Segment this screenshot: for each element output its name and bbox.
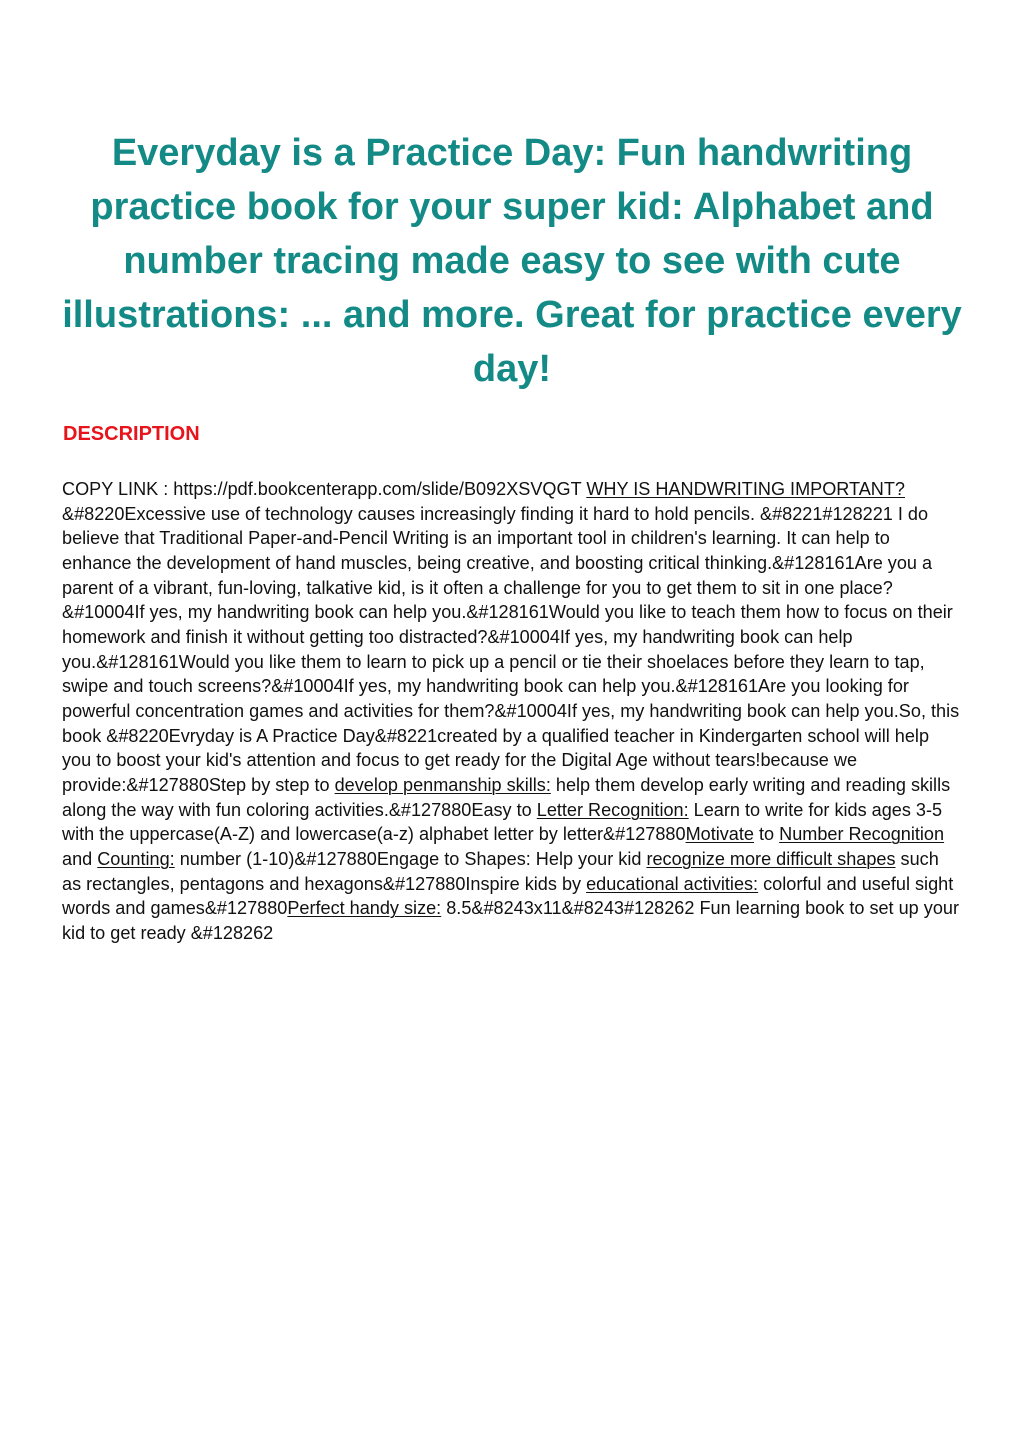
description-segment: number (1-10)&#127880Engage to Shapes: Help your kid xyxy=(174,848,647,869)
link-number-recognition[interactable]: Number Recognition xyxy=(779,824,945,845)
description-segment: help them develop early writing and reading skills along the way with fun coloring activities.&#127880Easy to xyxy=(62,774,951,820)
description-heading: DESCRIPTION xyxy=(63,423,200,445)
link-letter-recognition[interactable]: Letter Recognition: xyxy=(536,799,689,820)
description-segment: and xyxy=(62,848,98,869)
link-motivate[interactable]: Motivate xyxy=(685,824,754,845)
link-recognize-shapes[interactable]: recognize more difficult shapes xyxy=(646,848,896,869)
description-segment: colorful and useful sight words and games&#127880 xyxy=(62,873,954,919)
description-text xyxy=(62,477,962,945)
description-segment: Learn to write for kids ages 3-5 with the uppercase(A-Z) and lowercase(a-z) alphabet letter by letter&#127880 xyxy=(62,799,943,845)
description-segment: to xyxy=(753,824,780,845)
link-develop-penmanship[interactable]: develop penmanship skills: xyxy=(334,774,551,795)
link-why-handwriting[interactable]: WHY IS HANDWRITING IMPORTANT? xyxy=(586,479,905,499)
description-segment: 8.5&#8243x11&#8243#128262 Fun learning book to set up your kid to get ready &#128262 xyxy=(62,898,959,943)
description-segment: COPY LINK : https://pdf.bookcenterapp.com/slide/B092XSVQGT xyxy=(62,479,587,499)
description-segment: such as rectangles, pentagons and hexagons&#127880Inspire kids by xyxy=(62,848,939,894)
description-segment: &#8220Excessive use of technology causes increasingly finding it hard to hold pencils. &#8221#128221 I do believe that Traditional Paper-and-Pencil Writing is an important tool in children's learning. It can help to enhance the development of hand muscles, being creative, and boosting critical thinking.&#128161Are you a parent of a vibrant, fun-loving, talkative kid, is it often a challenge for you to get them to sit in one place?&#10004If yes, my handwriting book can help you.&#128161Would you like to teach them how to focus on their homework and finish it without getting too distracted?&#10004If yes, my handwriting book can help you.&#128161Would you like them to learn to pick up a pencil or tie their shoelaces before they learn to tap, swipe and touch screens?&#10004If yes, my handwriting book can help you.&#128161Are you looking for powerful concentration games and activities for them?&#10004If yes, my handwriting book can help you.So, this book &#8220Evryday is A Practice Day&#8221created by a qualified teacher in Kindergarten school will help you to boost your kid's attention and focus to get ready for the Digital Age without tears!because we provide:&#127880Step by step to xyxy=(62,503,960,795)
link-perfect-handy-size[interactable]: Perfect handy size: xyxy=(287,898,442,919)
link-educational-activities[interactable]: educational activities: xyxy=(586,873,759,894)
book-title: Everyday is a Practice Day: Fun handwriting practice book for your super kid: Alphabet and number tracing made easy to see with cute illustrations: ... and more. Great for practice every day! xyxy=(62,132,962,390)
link-counting[interactable]: Counting: xyxy=(97,848,175,869)
